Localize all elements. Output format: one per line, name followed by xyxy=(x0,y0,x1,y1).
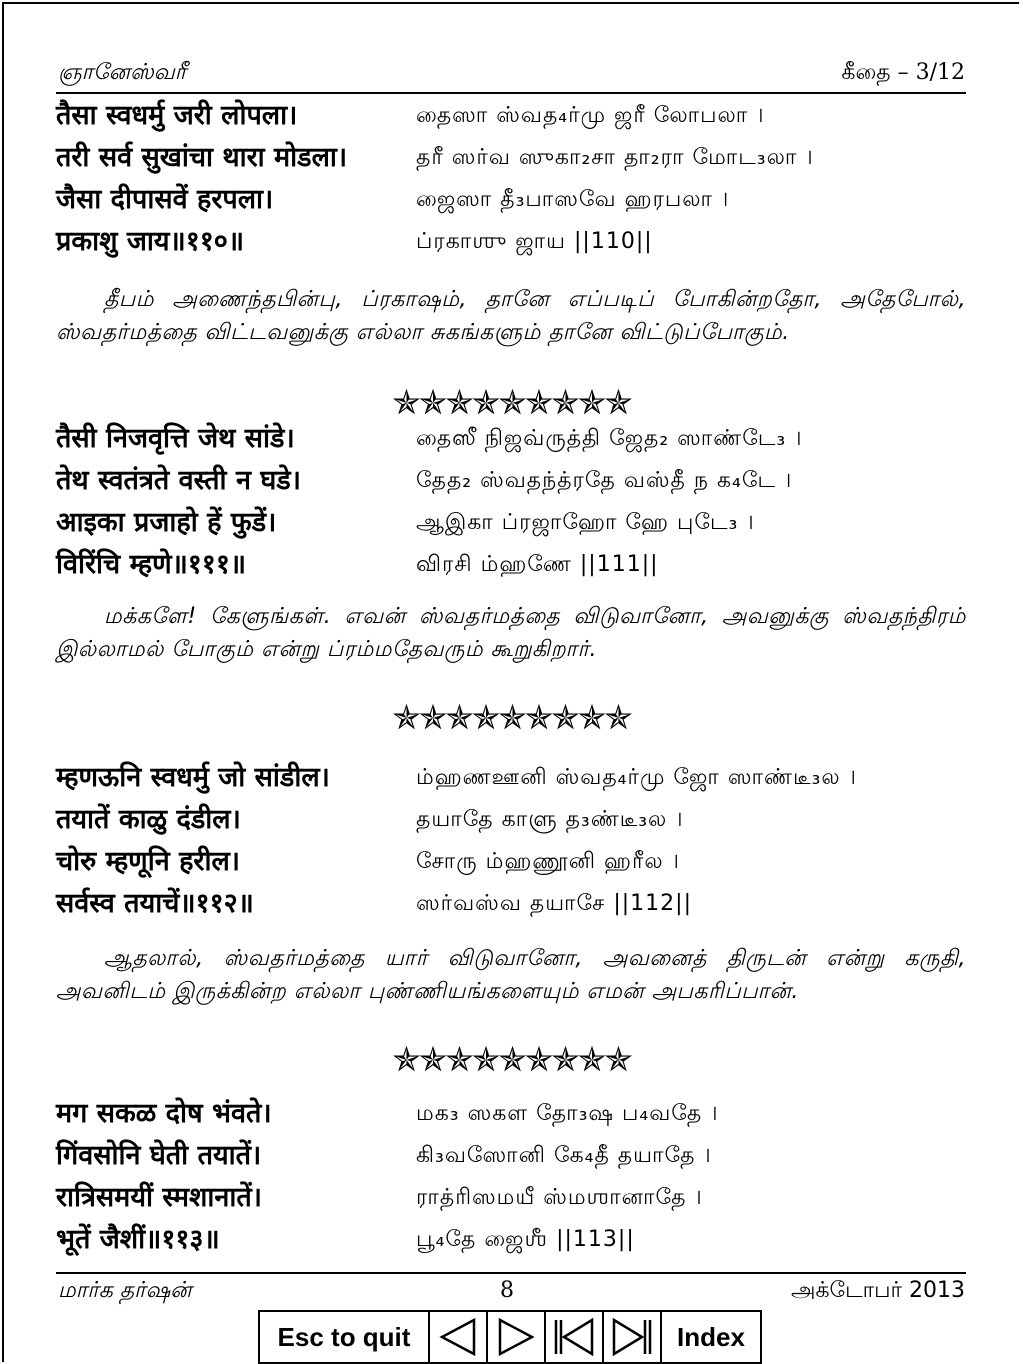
devanagari-line: तैसा स्वधर्मु जरी लोपला। xyxy=(56,100,298,131)
next-page-button[interactable] xyxy=(488,1312,546,1362)
devanagari-line: मग सकळ दोष भंवते। xyxy=(56,1098,272,1129)
running-header-left: ஞானேஸ்வரீ xyxy=(58,60,187,85)
star-divider: ✯✯✯✯✯✯✯✯✯ xyxy=(392,1040,631,1080)
next-page-icon xyxy=(494,1317,538,1357)
first-page-button[interactable] xyxy=(546,1312,604,1362)
verse-line xyxy=(56,757,966,799)
footer-rule xyxy=(56,1272,966,1274)
index-button[interactable]: Index xyxy=(677,1321,745,1352)
verse-line xyxy=(56,1093,966,1135)
verse-line xyxy=(56,544,966,586)
devanagari-line: म्हणऊनि स्वधर्मु जो सांडील। xyxy=(56,762,330,793)
tamil-transliteration: சோரு ம்ஹணூனி ஹரீல । xyxy=(416,849,680,874)
commentary-paragraph: தீபம் அணைந்தபின்பு, ப்ரகாஷம், தானே எப்படிப் போகின்றதோ, அதேபோல், ஸ்வதர்மத்தை விட்டவனுக்கு எல்லா சுகங்களும் தானே விட்டுப்போகும். xyxy=(56,287,966,345)
tamil-transliteration: ஆஇகா ப்ரஜாஹோ ஹே புடே₃ । xyxy=(416,510,755,535)
verse-line xyxy=(56,883,966,925)
devanagari-line: गिंवसोनि घेती तयातें। xyxy=(56,1140,262,1171)
tamil-transliteration: மக₃ ஸகள தோ₃ஷ ப₄வதே । xyxy=(416,1101,719,1126)
tamil-transliteration: ம்ஹணஊனி ஸ்வத₄ர்மு ஜோ ஸாண்டீ₃ல । xyxy=(416,765,857,790)
devanagari-line: आइका प्रजाहो हें फुडें। xyxy=(56,507,277,538)
tamil-transliteration: தைஸீ நிஜவ்ருத்தி ஜேத₂ ஸாண்டே₃ । xyxy=(416,426,803,451)
prev-page-button[interactable] xyxy=(430,1312,488,1362)
tamil-transliteration: தரீ ஸர்வ ஸுகா₂சா தா₂ரா மோட₃லா । xyxy=(416,145,814,170)
tamil-transliteration: தைஸா ஸ்வத₄ர்மு ஜரீ லோபலா । xyxy=(416,103,765,128)
verse-112 xyxy=(56,757,966,925)
verse-line xyxy=(56,179,966,221)
footer-publication: மார்க தர்ஷன் xyxy=(58,1278,192,1303)
verse-line xyxy=(56,460,966,502)
verse-line xyxy=(56,418,966,460)
commentary-paragraph: மக்களே! கேளுங்கள். எவன் ஸ்வதர்மத்தை விடுவானோ, அவனுக்கு ஸ்வதந்திரம் இல்லாமல் போகும் என்று ப்ரம்மதேவரும் கூறுகிறார். xyxy=(56,604,966,662)
prev-page-icon xyxy=(436,1317,480,1357)
footer-date: அக்டோபர் 2013 xyxy=(791,1278,965,1303)
tamil-transliteration: தயாதே காளு த₃ண்டீ₃ல । xyxy=(416,807,684,832)
devanagari-line: जैसा दीपासवें हरपला। xyxy=(56,184,274,215)
devanagari-line: रात्रिसमयीं स्मशानातें। xyxy=(56,1182,262,1213)
devanagari-line: तेथ स्वतंत्रते वस्ती न घडे। xyxy=(56,465,301,496)
tamil-transliteration: கி₃வஸோனி கே₄தீ தயாதே । xyxy=(416,1143,712,1168)
commentary-paragraph: ஆதலால், ஸ்வதர்மத்தை யார் விடுவானோ, அவனைத் திருடன் என்று கருதி, அவனிடம் இருக்கின்ற எல்லா புண்ணியங்களையும் எமன் அபகரிப்பான். xyxy=(56,946,966,1004)
devanagari-line: भूतें जैशीं॥११३॥ xyxy=(56,1224,220,1255)
tamil-transliteration: ஜைஸா தீ₃பாஸவே ஹரபலா । xyxy=(416,187,730,212)
running-header-right: கீதை – 3/12 xyxy=(841,60,965,85)
devanagari-line: सर्वस्व तयाचें॥११२॥ xyxy=(56,888,254,919)
verse-line xyxy=(56,221,966,263)
header-rule xyxy=(56,92,966,94)
devanagari-line: तैसी निजवृत्ति जेथ सांडे। xyxy=(56,423,295,454)
tamil-transliteration: தேத₂ ஸ்வதந்த்ரதே வஸ்தீ ந க₄டே । xyxy=(416,468,793,493)
last-page-icon xyxy=(608,1317,656,1357)
esc-to-quit-button[interactable]: Esc to quit xyxy=(260,1312,430,1362)
verse-line xyxy=(56,841,966,883)
verse-line xyxy=(56,1177,966,1219)
first-page-icon xyxy=(550,1317,598,1357)
verse-line xyxy=(56,137,966,179)
devanagari-line: तरी सर्व सुखांचा थारा मोडला। xyxy=(56,142,348,173)
verse-line xyxy=(56,95,966,137)
verse-line xyxy=(56,1219,966,1261)
devanagari-line: चोरु म्हणूनि हरील। xyxy=(56,846,240,877)
star-divider: ✯✯✯✯✯✯✯✯✯ xyxy=(392,698,631,738)
verse-line xyxy=(56,502,966,544)
verse-113 xyxy=(56,1093,966,1261)
tamil-transliteration: ஸர்வஸ்வ தயாசே ||112|| xyxy=(416,891,692,916)
star-divider: ✯✯✯✯✯✯✯✯✯ xyxy=(392,383,631,423)
tamil-transliteration: ராத்ரிஸமயீ ஸ்மஶானாதே । xyxy=(416,1185,703,1210)
tamil-transliteration: விரசி ம்ஹணே ||111|| xyxy=(416,552,659,577)
last-page-button[interactable] xyxy=(604,1312,662,1362)
verse-111 xyxy=(56,418,966,586)
devanagari-line: प्रकाशु जाय॥११०॥ xyxy=(56,226,245,257)
verse-line xyxy=(56,799,966,841)
verse-110 xyxy=(56,95,966,263)
devanagari-line: विरिंचि म्हणे॥१११॥ xyxy=(56,549,247,580)
navigation-bar xyxy=(258,1310,762,1364)
page-number: 8 xyxy=(500,1278,514,1303)
tamil-transliteration: பூ₄தே ஜைஶீ ||113|| xyxy=(416,1227,635,1252)
tamil-transliteration: ப்ரகாஶு ஜாய ||110|| xyxy=(416,229,653,254)
devanagari-line: तयातें काळु दंडील। xyxy=(56,804,241,835)
verse-line xyxy=(56,1135,966,1177)
